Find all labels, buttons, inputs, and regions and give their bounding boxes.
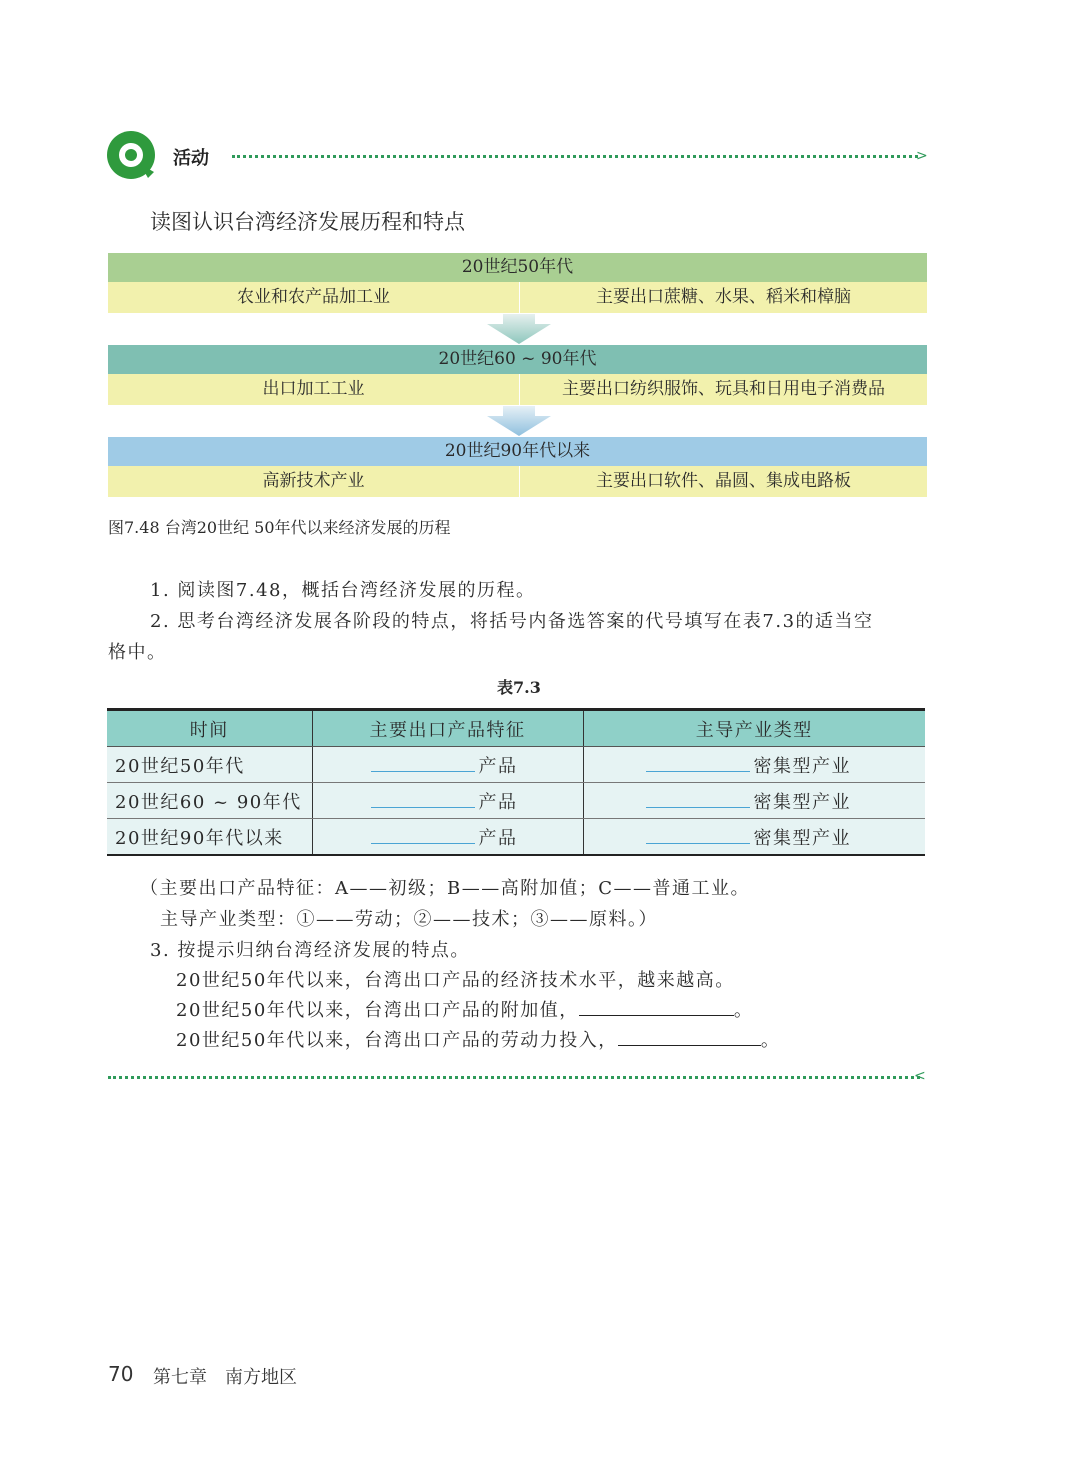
flow-stage-2-exports: 主要出口纺织服饰、玩具和日用电子消费品 (562, 379, 885, 399)
activity-title: 活动 (173, 148, 209, 169)
flow-arrow-down-icon (479, 314, 559, 344)
table-cell-time: 20世纪50年代 (107, 747, 312, 783)
question-3-line-1: 20世纪50年代以来，台湾出口产品的经济技术水平，越来越高。 (176, 970, 735, 991)
product-suffix: 产品 (478, 791, 518, 813)
question-3-title: 3. 按提示归纳台湾经济发展的特点。 (150, 940, 470, 961)
flow-stage-1-row (108, 282, 927, 313)
table-header-industry: 主导产业类型 (583, 710, 925, 747)
table-cell-product (312, 819, 583, 856)
table-header-time: 时间 (107, 710, 312, 747)
answer-blank[interactable] (371, 753, 475, 772)
period-mark: 。 (733, 1000, 754, 1021)
flow-stage-3-industry: 高新技术产业 (108, 466, 520, 497)
options-line-2: 主导产业类型：①——劳动；②——技术；③——原料。） (160, 909, 658, 930)
period-mark: 。 (760, 1030, 781, 1051)
question-1: 1. 阅读图7.48，概括台湾经济发展的历程。 (150, 580, 536, 601)
flow-stage-3-exports: 主要出口软件、晶圆、集成电路板 (596, 471, 851, 491)
table-cell-industry (583, 819, 925, 856)
options-line-1: （主要出口产品特征：A——初级；B——高附加值；C——普通工业。 (140, 878, 750, 899)
table-row (107, 783, 925, 819)
question-2-line-1: 2. 思考台湾经济发展各阶段的特点，将括号内备选答案的代号填写在表7.3的适当空 (150, 611, 874, 632)
answer-blank[interactable] (646, 825, 750, 844)
top-dotted-divider (232, 155, 918, 158)
line-3-text: 20世纪50年代以来，台湾出口产品的劳动力投入， (176, 1030, 618, 1051)
question-3-line-3 (176, 1026, 780, 1052)
table-cell-industry (583, 783, 925, 819)
table-cell-product (312, 747, 583, 783)
table-header-product: 主要出口产品特征 (312, 710, 583, 747)
answer-blank[interactable] (646, 753, 750, 772)
answer-blank[interactable] (371, 789, 475, 808)
answer-blank[interactable] (579, 997, 734, 1016)
flow-stage-2-period: 20世纪60 ~ 90年代 (108, 345, 927, 374)
bottom-dotted-divider (108, 1076, 920, 1079)
answer-blank[interactable] (646, 789, 750, 808)
flow-stage-2-industry: 出口加工工业 (108, 374, 520, 405)
flow-stage-1-period: 20世纪50年代 (108, 253, 927, 282)
question-3-line-2 (176, 996, 753, 1022)
activity-icon (104, 128, 160, 184)
product-suffix: 产品 (478, 755, 518, 777)
chapter-title: 第七章 南方地区 (153, 1367, 297, 1388)
line-2-text: 20世纪50年代以来，台湾出口产品的附加值， (176, 1000, 579, 1021)
answer-blank[interactable] (371, 825, 475, 844)
table-row (107, 747, 925, 783)
table-cell-industry (583, 747, 925, 783)
table-header-row (107, 710, 925, 747)
answer-blank[interactable] (618, 1027, 761, 1046)
chevron-left-icon: < (914, 1068, 926, 1084)
flow-arrow-down-icon (479, 406, 559, 436)
table-cell-time: 20世纪90年代以来 (107, 819, 312, 856)
intro-text: 读图认识台湾经济发展历程和特点 (150, 210, 465, 234)
flow-stage-2-row (108, 374, 927, 405)
characteristics-table (107, 708, 925, 856)
table-cell-time: 20世纪60 ~ 90年代 (107, 783, 312, 819)
flow-stage-3-row (108, 466, 927, 497)
table-title: 表7.3 (497, 678, 541, 697)
flow-stage-3-period: 20世纪90年代以来 (108, 437, 927, 466)
table-row (107, 819, 925, 856)
product-suffix: 产品 (478, 827, 518, 849)
flow-stage-1-industry: 农业和农产品加工业 (108, 282, 520, 313)
question-2-line-2: 格中。 (108, 642, 167, 663)
page-number: 70 (108, 1362, 134, 1386)
industry-suffix: 密集型产业 (753, 827, 851, 849)
industry-suffix: 密集型产业 (753, 791, 851, 813)
industry-suffix: 密集型产业 (753, 755, 851, 777)
figure-caption: 图7.48 台湾20世纪 50年代以来经济发展的历程 (108, 518, 451, 537)
flow-stage-1-exports: 主要出口蔗糖、水果、稻米和樟脑 (596, 287, 851, 307)
chevron-right-icon: > (916, 148, 928, 164)
table-cell-product (312, 783, 583, 819)
